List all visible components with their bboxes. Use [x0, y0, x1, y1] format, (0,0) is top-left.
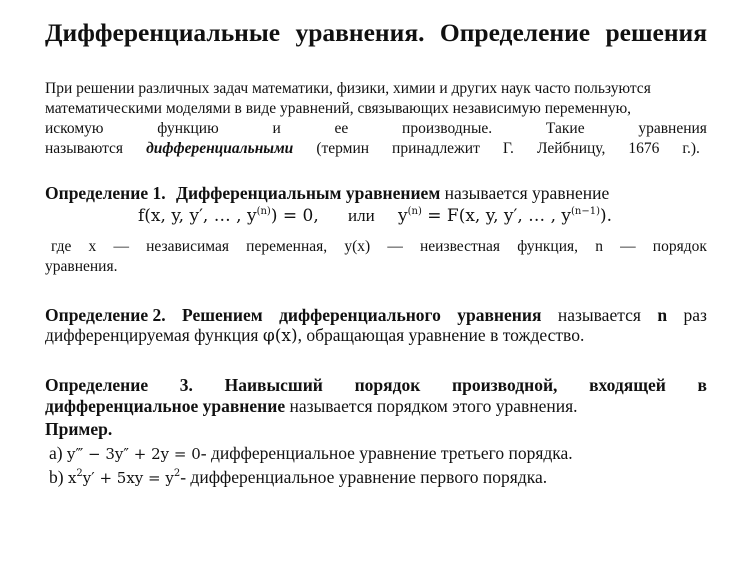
- word: Такие: [545, 120, 585, 137]
- defined-term: Дифференциальным уравнением: [175, 183, 441, 203]
- definition-2-line-1: Определение 2. Решением дифференциального уравнения называется n раз: [45, 305, 707, 325]
- emphasized-term: дифференциальными: [146, 140, 294, 157]
- definition-text: называется уравнение: [444, 183, 610, 203]
- intro-line-4: [45, 139, 700, 159]
- or-word: или: [348, 206, 375, 225]
- defined-term: дифференциальное уравнение: [45, 396, 286, 416]
- example-b-equation: $x^2y' + 5xy = y^2$: [67, 468, 181, 487]
- definition-1-heading: [45, 183, 609, 204]
- definition-label: Определение 2.: [45, 305, 166, 325]
- intro-line-3: [45, 119, 707, 139]
- definition-2-line-2: дифференцируемая функция φ(x), обращающая уравнение в тождество.: [45, 325, 585, 346]
- title-word: уравнения.: [295, 18, 425, 47]
- example-a-equation: y‴ − 3y″ + 2y = 0: [66, 445, 201, 463]
- page-title: [45, 18, 707, 48]
- word: и: [272, 120, 281, 137]
- word: искомую: [45, 120, 104, 137]
- intro-line-1: При решении различных задач математики, физики, химии и других наук часто пользуются: [45, 80, 651, 97]
- title-word: Дифференциальные: [45, 18, 281, 47]
- definition-3-line-1: Определение 3. Наивысший порядок производной, входящей в: [45, 375, 707, 395]
- word: г.).: [682, 140, 700, 157]
- title-word: решения: [605, 18, 707, 47]
- defined-term: уравнения: [457, 305, 542, 325]
- word: (термин: [316, 140, 370, 157]
- word: уравнения: [638, 120, 707, 137]
- definition-1-where-line-2: уравнения.: [45, 258, 118, 275]
- definition-3-line-2: дифференциальное уравнение называется порядком этого уравнения.: [45, 396, 578, 416]
- word: производные.: [402, 120, 493, 137]
- defined-term: дифференциального: [279, 305, 441, 325]
- word: ее: [334, 120, 349, 137]
- equation-general-form: f(x, y, y′, … , $y^{(n)}) = 0$,: [138, 206, 319, 226]
- defined-term: Решением: [182, 305, 263, 325]
- word: 1676: [628, 140, 660, 157]
- word: называются: [45, 140, 124, 157]
- word: Г.: [502, 140, 514, 157]
- example-a: a) y‴ − 3y″ + 2y = 0- дифференциальное уравнение третьего порядка.: [49, 443, 573, 463]
- title-word: Определение: [439, 18, 591, 47]
- definition-label: Определение 1.: [45, 183, 166, 203]
- example-heading: Пример.: [45, 419, 113, 439]
- word: принадлежит: [392, 140, 480, 157]
- equation-resolved-form: $y^{(n)} = F(x$, y, y′, … , $y^{(n-1)}$).: [398, 206, 613, 226]
- intro-line-2: математическими моделями в виде уравнений, связывающих независимую переменную,: [45, 100, 632, 117]
- word: функцию: [157, 120, 219, 137]
- word: Лейбницу,: [536, 140, 606, 157]
- definition-1-where: где x — независимая переменная, y(x) — неизвестная функция, n — порядок: [51, 238, 707, 255]
- example-b: b) $x^2y' + 5xy = y^2-$ дифференциальное уравнение первого порядка.: [49, 467, 548, 487]
